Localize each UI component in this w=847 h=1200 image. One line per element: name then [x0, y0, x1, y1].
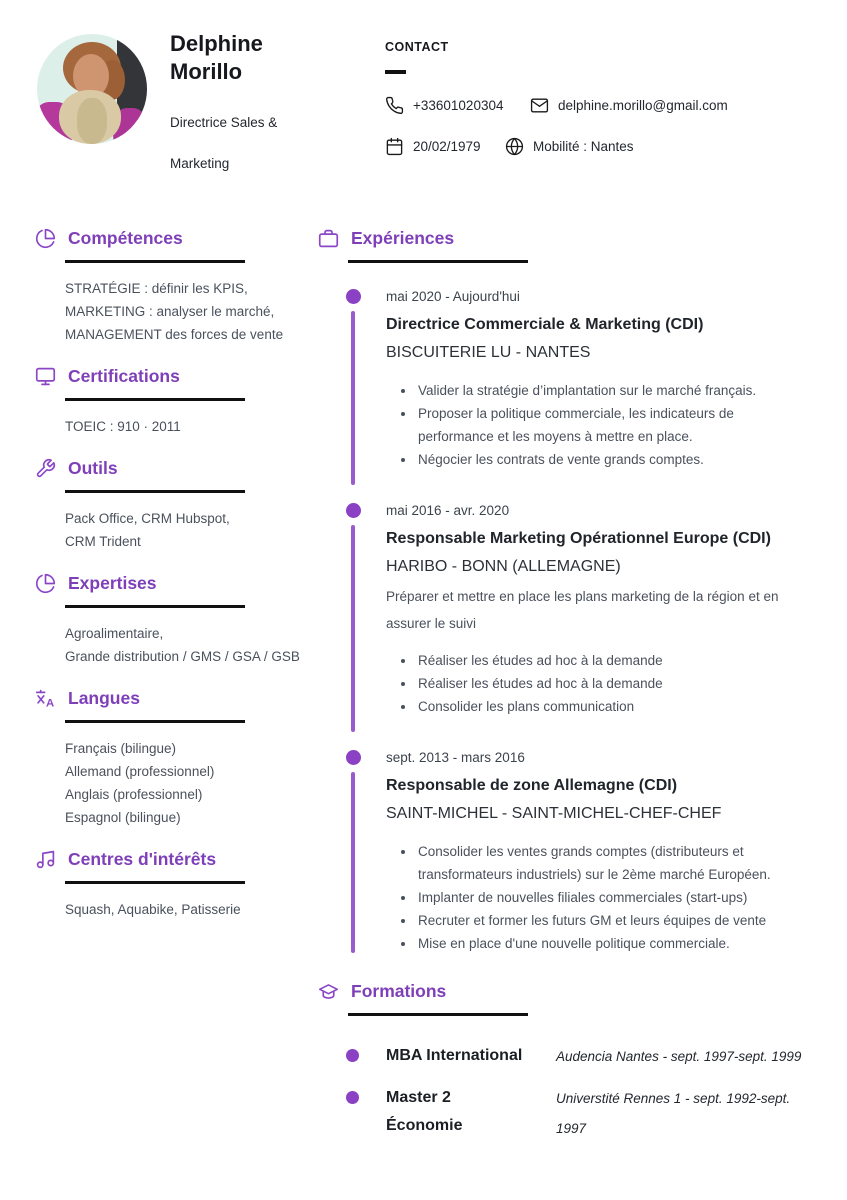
experience-entry	[346, 748, 828, 955]
certification-line: TOEIC : 910 · 2011	[65, 419, 181, 434]
briefcase-icon	[318, 228, 339, 249]
section-expertises	[35, 571, 305, 668]
experience-company: SAINT-MICHEL - SAINT-MICHEL-CHEF-CHEF	[386, 805, 722, 822]
wrench-icon	[35, 458, 56, 479]
section-outils	[35, 456, 305, 553]
sidebar	[35, 226, 305, 939]
experience-role: Responsable Marketing Opérationnel Europe (CDI)	[386, 530, 771, 547]
contact-heading: CONTACT	[385, 40, 449, 54]
email-address: delphine.morillo@gmail.com	[558, 98, 728, 113]
experience-bullet: Recruter et former les futurs GM et leurs équipes de vente	[386, 909, 776, 932]
timeline-dot	[346, 289, 361, 304]
formation-degree: MBA International	[386, 1047, 523, 1064]
contact-mobility	[505, 137, 634, 156]
experience-dates: sept. 2013 - mars 2016	[386, 750, 525, 765]
pie-chart-icon	[35, 573, 56, 594]
competence-line: MARKETING : analyser le marché,	[65, 304, 275, 319]
formation-degree: Master 2	[386, 1089, 451, 1106]
translate-icon	[35, 688, 56, 709]
language-line: Anglais (professionnel)	[65, 787, 203, 802]
section-title: Centres d'intérêts	[68, 849, 217, 869]
experience-role: Responsable de zone Allemagne (CDI)	[386, 777, 678, 794]
section-formations	[318, 979, 828, 1144]
main-content	[318, 226, 828, 1156]
section-underline	[65, 260, 245, 263]
candidate-job-title: Directrice Sales & Marketing	[170, 115, 278, 171]
section-underline	[65, 490, 245, 493]
monitor-icon	[35, 366, 56, 387]
expertise-line: Grande distribution / GMS / GSA / GSB	[65, 649, 300, 664]
envelope-icon	[530, 96, 549, 115]
section-competences	[35, 226, 305, 346]
competence-line: MANAGEMENT des forces de vente	[65, 327, 284, 342]
experience-bullet: Valider la stratégie d’implantation sur le marché français.	[386, 379, 776, 402]
timeline-dot	[346, 750, 361, 765]
mobility-text: Mobilité : Nantes	[533, 139, 634, 154]
experience-bullet: Implanter de nouvelles filiales commerciales (start-ups)	[386, 886, 776, 909]
experience-role: Directrice Commerciale & Marketing (CDI)	[386, 316, 704, 333]
formation-degree-line2: Économie	[386, 1117, 463, 1134]
music-note-icon	[35, 849, 56, 870]
competence-line: STRATÉGIE : définir les KPIS,	[65, 281, 248, 296]
section-experiences	[318, 226, 828, 955]
timeline-line	[351, 311, 355, 485]
experience-entry	[346, 287, 828, 471]
experience-dates: mai 2016 - avr. 2020	[386, 503, 510, 518]
phone-icon	[385, 96, 404, 115]
phone-number: +33601020304	[413, 98, 504, 113]
section-title: Langues	[68, 688, 140, 708]
experience-bullet: Consolider les plans communication	[386, 695, 776, 718]
profile-photo	[37, 34, 147, 144]
tool-line: Pack Office, CRM Hubspot,	[65, 511, 230, 526]
experience-dates: mai 2020 - Aujourd'hui	[386, 289, 520, 304]
section-underline	[65, 881, 245, 884]
formation-detail: Universtité Rennes 1 - sept. 1992-sept. 1997	[556, 1091, 791, 1136]
experience-bullet: Négocier les contrats de vente grands comptes.	[386, 448, 776, 471]
section-centres-interets	[35, 847, 305, 921]
section-underline	[65, 720, 245, 723]
timeline-dot	[346, 1091, 359, 1104]
section-title: Outils	[68, 458, 118, 478]
globe-icon	[505, 137, 524, 156]
section-title: Compétences	[68, 228, 183, 248]
contact-birthdate	[385, 137, 505, 156]
pie-chart-icon	[35, 228, 56, 249]
contact-section	[385, 40, 815, 156]
contact-underline	[385, 70, 406, 74]
experience-bullet: Réaliser les études ad hoc à la demande	[386, 649, 776, 672]
tool-line: CRM Trident	[65, 534, 141, 549]
timeline-dot	[346, 1049, 359, 1062]
contact-phone	[385, 96, 530, 115]
expertise-line: Agroalimentaire,	[65, 626, 164, 641]
calendar-icon	[385, 137, 404, 156]
section-langues	[35, 686, 305, 829]
experience-bullet: Consolider les ventes grands comptes (distributeurs et transformateurs industriels) sur le 2ème marché Européen.	[386, 840, 776, 886]
language-line: Français (bilingue)	[65, 741, 177, 756]
experience-bullet: Réaliser les études ad hoc à la demande	[386, 672, 776, 695]
formation-detail: Audencia Nantes - sept. 1997-sept. 1999	[556, 1049, 802, 1064]
candidate-name: Delphine Morillo	[170, 31, 263, 84]
experience-bullet: Mise en place d'une nouvelle politique commerciale.	[386, 932, 776, 955]
interest-line: Squash, Aquabike, Patisserie	[65, 902, 241, 917]
section-underline	[65, 398, 245, 401]
section-underline	[348, 1013, 528, 1016]
svg-text:A: A	[45, 696, 55, 709]
language-line: Espagnol (bilingue)	[65, 810, 181, 825]
section-title: Expertises	[68, 573, 157, 593]
experience-company: BISCUITERIE LU - NANTES	[386, 344, 591, 361]
section-certifications	[35, 364, 305, 438]
experience-entry	[346, 501, 828, 718]
formation-entry	[346, 1084, 828, 1144]
graduation-cap-icon	[318, 981, 339, 1002]
contact-email	[530, 96, 728, 115]
experience-bullet: Proposer la politique commerciale, les indicateurs de performance et les moyens à mettre en place.	[386, 402, 776, 448]
section-title: Expériences	[351, 228, 455, 248]
birth-date: 20/02/1979	[413, 139, 481, 154]
section-title: Formations	[351, 981, 447, 1001]
experience-description: Préparer et mettre en place les plans marketing de la région et en assurer le suivi	[386, 589, 779, 631]
timeline-line	[351, 772, 355, 953]
section-title: Certifications	[68, 366, 180, 386]
experience-company: HARIBO - BONN (ALLEMAGNE)	[386, 558, 621, 575]
timeline-line	[351, 525, 355, 732]
language-line: Allemand (professionnel)	[65, 764, 215, 779]
section-underline	[348, 260, 528, 263]
formation-entry	[346, 1042, 828, 1072]
section-underline	[65, 605, 245, 608]
timeline-dot	[346, 503, 361, 518]
